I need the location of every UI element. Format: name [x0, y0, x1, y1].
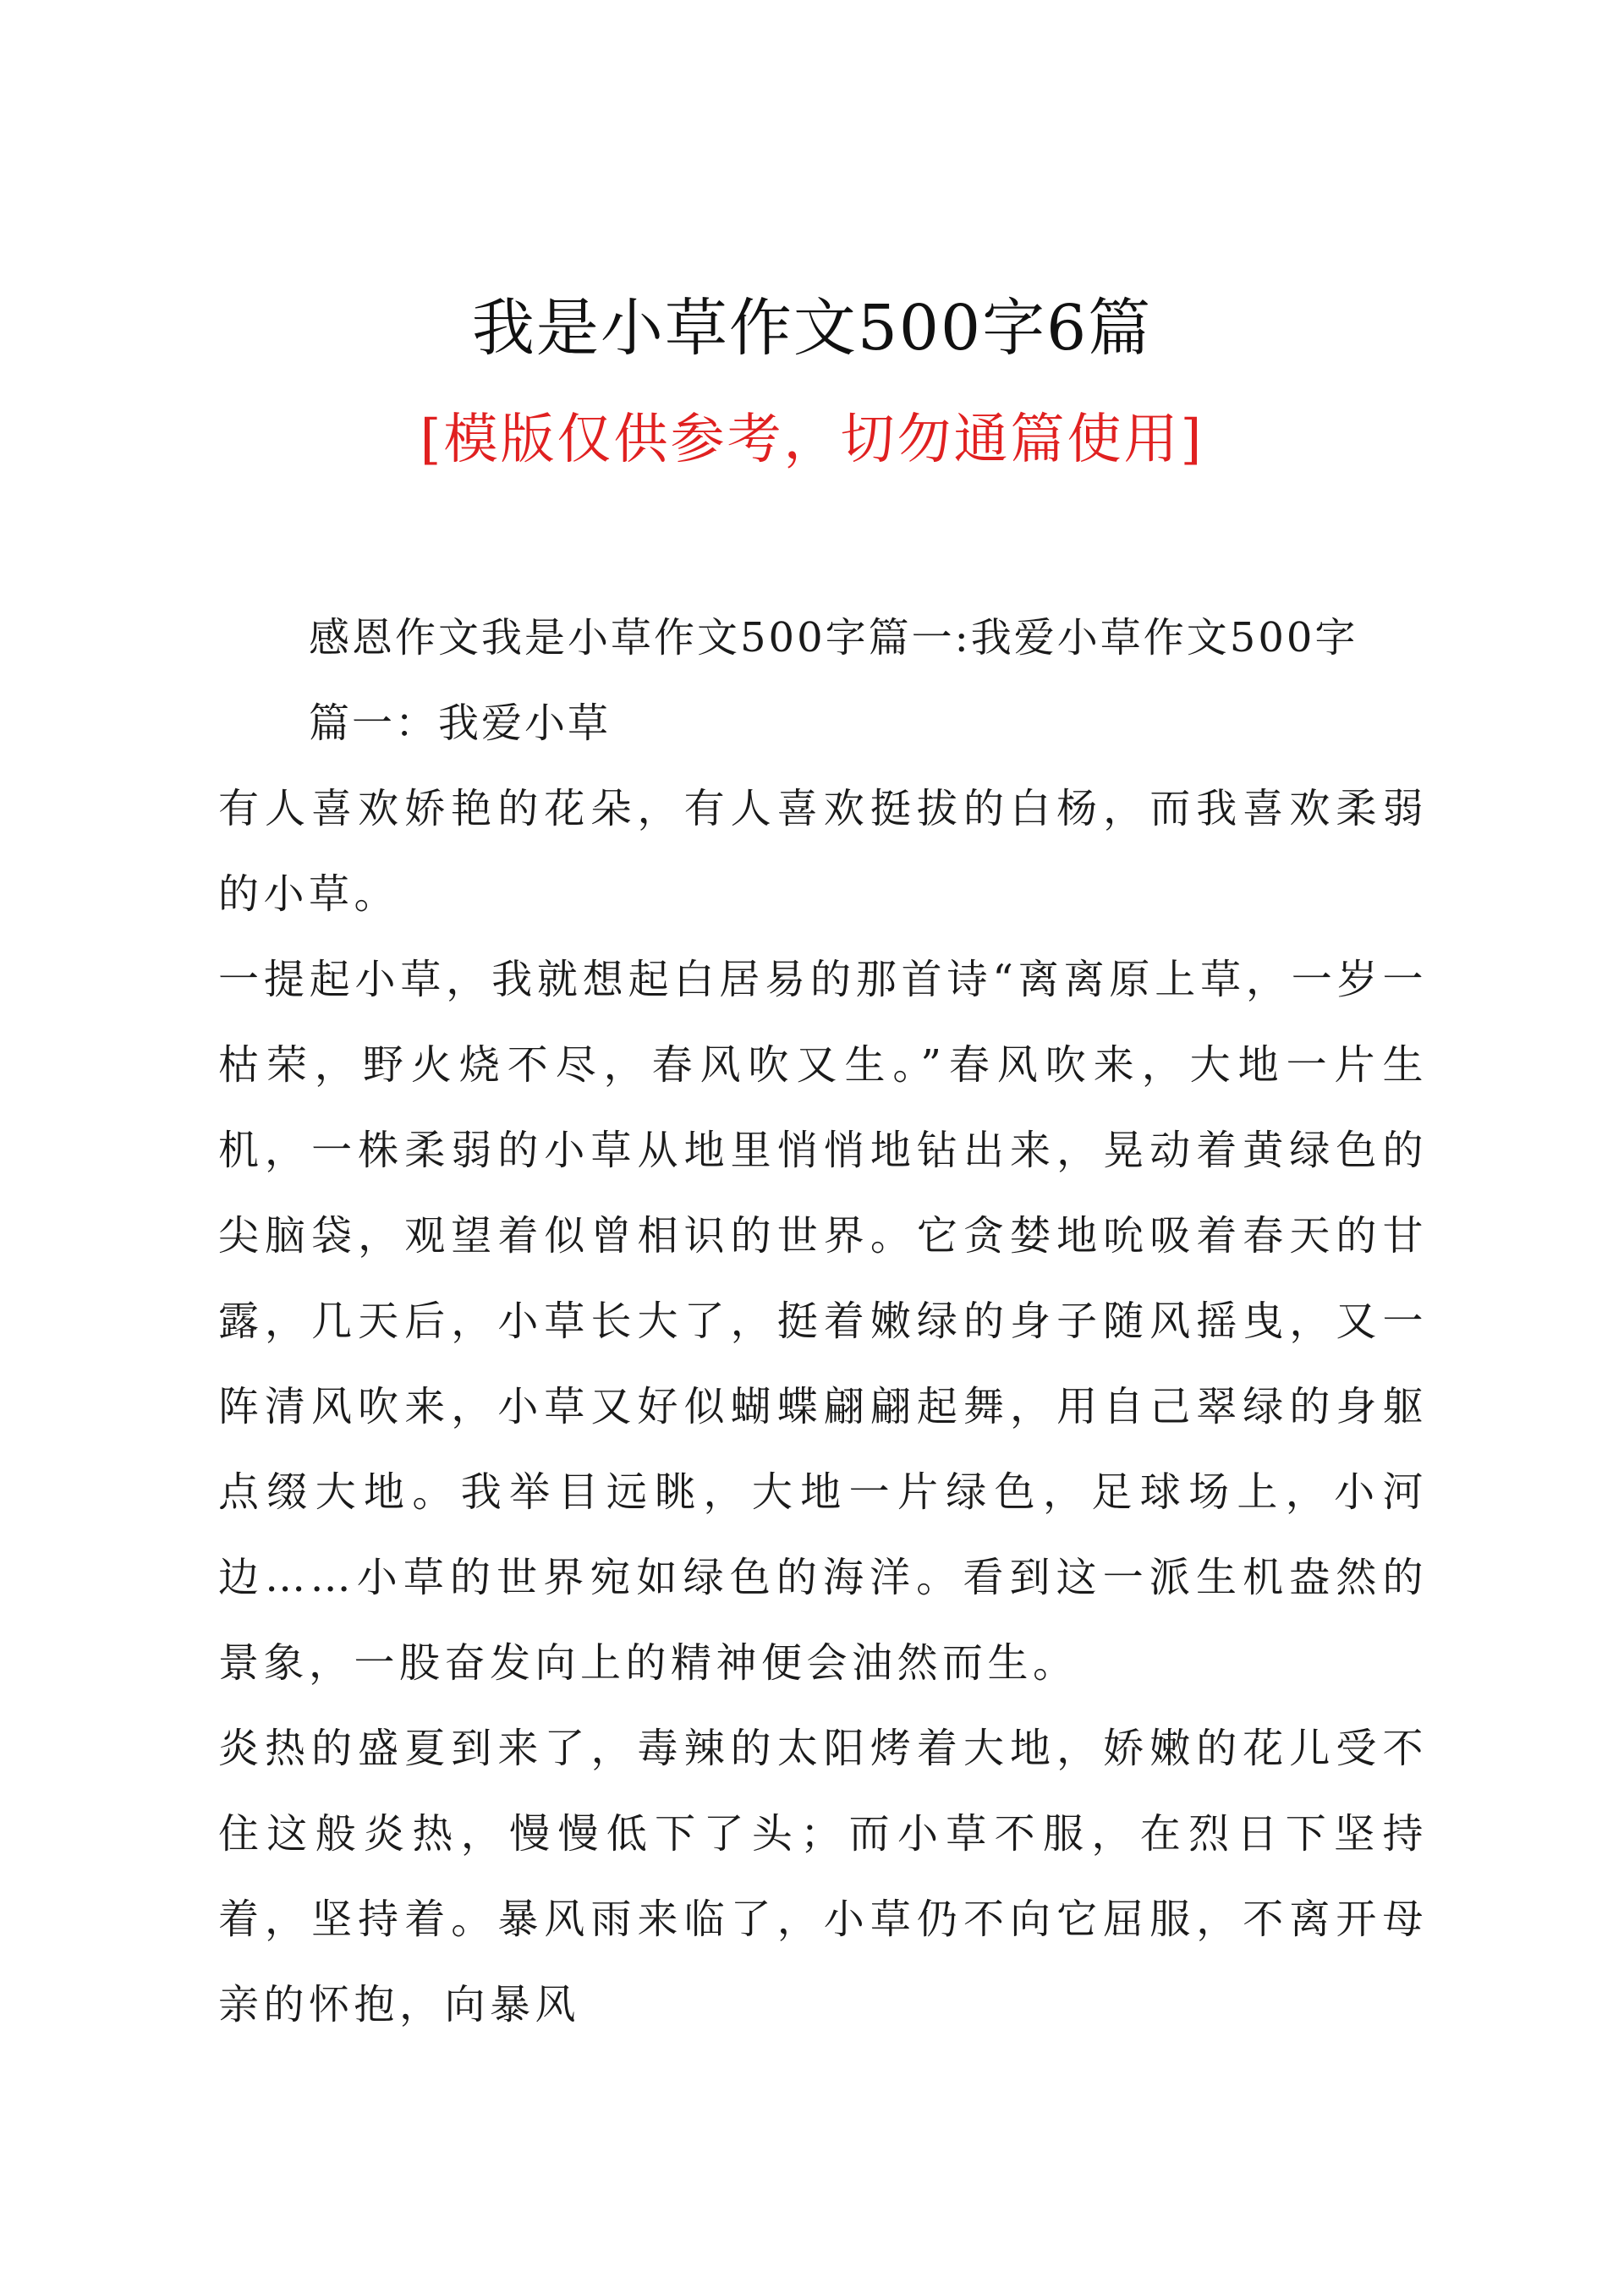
- essay-section-heading: 篇一：我爱小草: [309, 700, 612, 747]
- body-paragraph: 一提起小草，我就想起白居易的那首诗“离离原上草，一岁一枯荣，野火烧不尽，春风吹又生。”春风吹来，大地一片生机，一株柔弱的小草从地里悄悄地钻出来，晃动着黄绿色的尖脑袋，观望着似曾相识的世界。它贪婪地吮吸着春天的甘露，几天后，小草长大了，挺着嫩绿的身子随风摇曳，又一阵清风吹来，小草又好似蝴蝶翩翩起舞，用自己翠绿的身躯点缀大地。我举目远眺，大地一片绿色，足球场上，小河边……小草的世界宛如绿色的海洋。看到这一派生机盎然的景象，一股奋发向上的精神便会油然而生。: [218, 956, 1428, 1687]
- essay-heading-line: 感恩作文我是小草作文500字篇一:我爱小草作文500字: [309, 614, 1358, 661]
- document-body: [218, 595, 1428, 2048]
- body-paragraph: 炎热的盛夏到来了，毒辣的太阳烤着大地，娇嫩的花儿受不住这般炎热，慢慢低下了头；而小草不服，在烈日下坚持着，坚持着。暴风雨来临了，小草仍不向它屈服，不离开母亲的怀抱，向暴风: [218, 1725, 1428, 2028]
- body-paragraph: 有人喜欢娇艳的花朵，有人喜欢挺拔的白杨，而我喜欢柔弱的小草。: [218, 785, 1428, 918]
- document-title: 我是小草作文500字6篇: [471, 292, 1153, 365]
- document-subtitle: [模版仅供参考，切勿通篇使用]: [420, 409, 1204, 471]
